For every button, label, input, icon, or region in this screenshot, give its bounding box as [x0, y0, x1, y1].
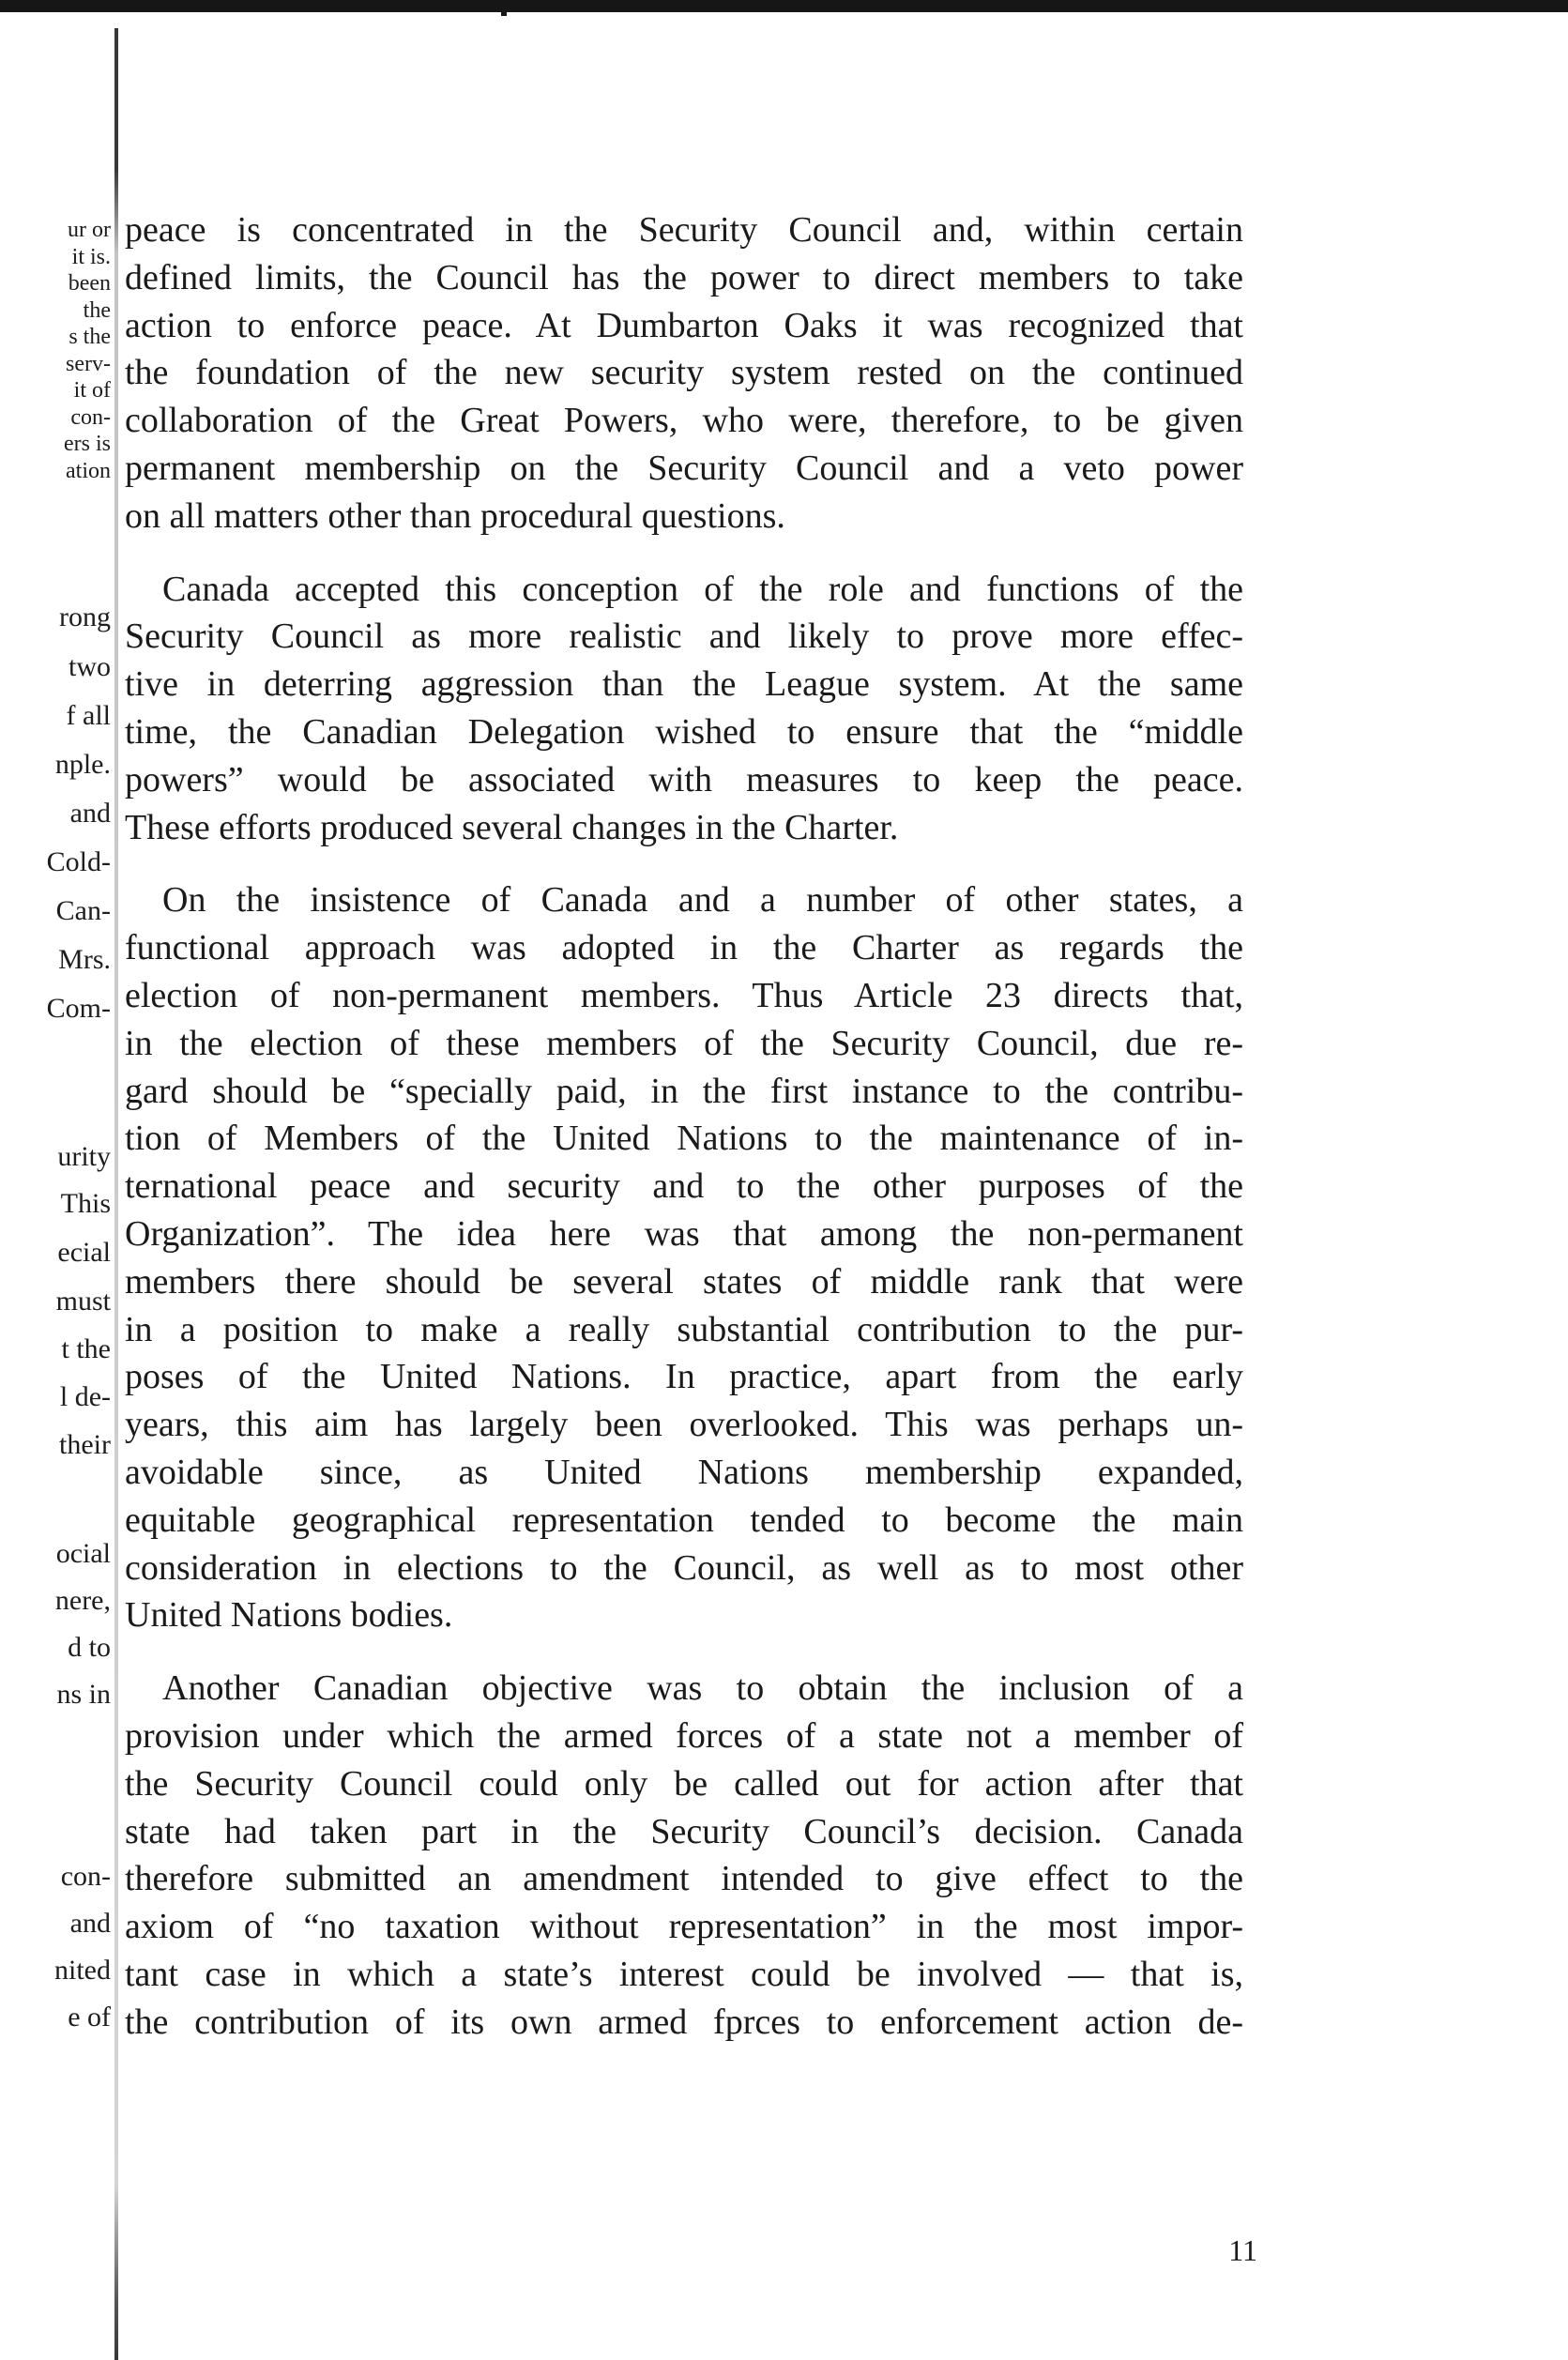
fragment-line: con- [70, 405, 111, 430]
text-line: time, the Canadian Delegation wished to ensure that the “middle [125, 711, 1243, 752]
text-line: functional approach was adopted in the Charter as regards the [125, 928, 1243, 968]
text-line: axiom of “no taxation without representation” in the most impor- [125, 1907, 1243, 1947]
previous-page-margin [0, 0, 111, 2360]
fragment-line: This [60, 1188, 111, 1219]
fragment-line: Cold- [46, 846, 111, 877]
text-line: action to enforce peace. At Dumbarton Oaks it was recognized that [125, 305, 1243, 345]
fragment-line: been [68, 271, 111, 296]
fragment-line: serv- [66, 352, 111, 376]
fragment-line: and [69, 798, 111, 829]
fragment-line: ers is [64, 432, 111, 456]
fragment-line: ns in [56, 1679, 111, 1710]
fragment-line: d to [68, 1632, 111, 1663]
text-line: members there should be several states of middle rank that were [125, 1261, 1243, 1302]
fragment-line: e of [68, 2002, 111, 2033]
text-line: tion of Members of the United Nations to the maintenance of in- [125, 1119, 1243, 1159]
fragment-line: rong [59, 601, 111, 632]
text-line: in the election of these members of the Security Council, due re- [125, 1023, 1243, 1063]
text-line: avoidable since, as United Nations membership expanded, [125, 1452, 1243, 1492]
page-number: 11 [1228, 2233, 1257, 2267]
text-line: Organization”. The idea here was that among the non-permanent [125, 1213, 1243, 1254]
text-line: tive in deterring aggression than the League system. At the same [125, 664, 1243, 705]
text-line: On the insistence of Canada and a number of other states, a [162, 880, 1243, 921]
fragment-line: it is. [71, 245, 111, 269]
fragment-line: two [69, 651, 111, 682]
text-line: permanent membership on the Security Council and a veto power [125, 448, 1243, 488]
fragment-line: ecial [57, 1237, 111, 1268]
fragment-line: urity [57, 1141, 111, 1172]
fragment-line: must [55, 1286, 111, 1317]
text-line: on all matters other than procedural questions. [125, 495, 785, 536]
text-line: Security Council as more realistic and likely to prove more effec- [125, 617, 1243, 657]
text-line: state had taken part in the Security Council’s decision. Canada [125, 1811, 1243, 1851]
fragment-line: ur or [68, 218, 111, 242]
text-line: equitable geographical representation tended to become the main [125, 1500, 1243, 1540]
text-line: the Security Council could only be called out for action after that [125, 1763, 1243, 1804]
text-line: years, this aim has largely been overlooked. This was perhaps un- [125, 1405, 1243, 1445]
fragment-line: ation [66, 459, 111, 483]
page-gutter-line [114, 28, 118, 2360]
fragment-line: ocial [55, 1538, 111, 1569]
text-line: United Nations bodies. [125, 1595, 453, 1636]
paragraph [125, 1665, 1243, 2046]
text-line: peace is concentrated in the Security Council and, within certain [125, 210, 1243, 250]
fragment-line: Com- [46, 993, 111, 1024]
text-line: therefore submitted an amendment intended to give effect to the [125, 1859, 1243, 1899]
fragment-line: nere, [54, 1585, 111, 1616]
text-line: tant case in which a state’s interest could be involved — that is, [125, 1954, 1243, 1994]
text-line: defined limits, the Council has the power to direct members to take [125, 257, 1243, 297]
fragment-line: l de- [59, 1381, 111, 1412]
fragment-line: the [83, 298, 111, 323]
top-scan-edge [0, 0, 1568, 12]
fragment-line: t the [61, 1333, 111, 1364]
fragment-line: it of [73, 378, 111, 403]
text-line: election of non-permanent members. Thus Article 23 directs that, [125, 975, 1243, 1015]
fragment-line: Mrs. [58, 944, 111, 975]
fragment-line: s the [69, 325, 111, 349]
fragment-line: con- [60, 1861, 111, 1892]
paragraph [125, 206, 1243, 541]
text-line: poses of the United Nations. In practice, apart from the early [125, 1357, 1243, 1397]
fragment-line: nited [54, 1955, 111, 1986]
text-line: powers” would be associated with measures to keep the peace. [125, 759, 1243, 799]
text-line: gard should be “specially paid, in the first instance to the contribu- [125, 1071, 1243, 1111]
text-line: the foundation of the new security system rested on the continued [125, 353, 1243, 393]
text-line: collaboration of the Great Powers, who were, therefore, to be given [125, 401, 1243, 441]
fragment-line: Can- [55, 895, 111, 926]
paragraph [125, 566, 1243, 852]
text-line: provision under which the armed forces of a state not a member of [125, 1715, 1243, 1756]
fragment-line: f all [66, 700, 111, 731]
text-line: Another Canadian objective was to obtain the inclusion of a [162, 1668, 1243, 1709]
text-line: consideration in elections to the Council, as well as to most other [125, 1547, 1243, 1588]
text-line: These efforts produced several changes in the Charter. [125, 807, 899, 847]
fragment-line: and [69, 1908, 111, 1939]
text-line: ternational peace and security and to the other purposes of the [125, 1166, 1243, 1207]
paragraph [125, 876, 1243, 1639]
page-body [125, 206, 1243, 2046]
top-scan-notch [501, 12, 507, 16]
text-line: Canada accepted this conception of the role and functions of the [162, 569, 1243, 609]
fragment-line: their [59, 1429, 111, 1460]
text-line: the contribution of its own armed fprces to enforcement action de- [125, 2002, 1243, 2042]
fragment-line: nple. [54, 749, 111, 780]
text-line: in a position to make a really substantial contribution to the pur- [125, 1309, 1243, 1349]
